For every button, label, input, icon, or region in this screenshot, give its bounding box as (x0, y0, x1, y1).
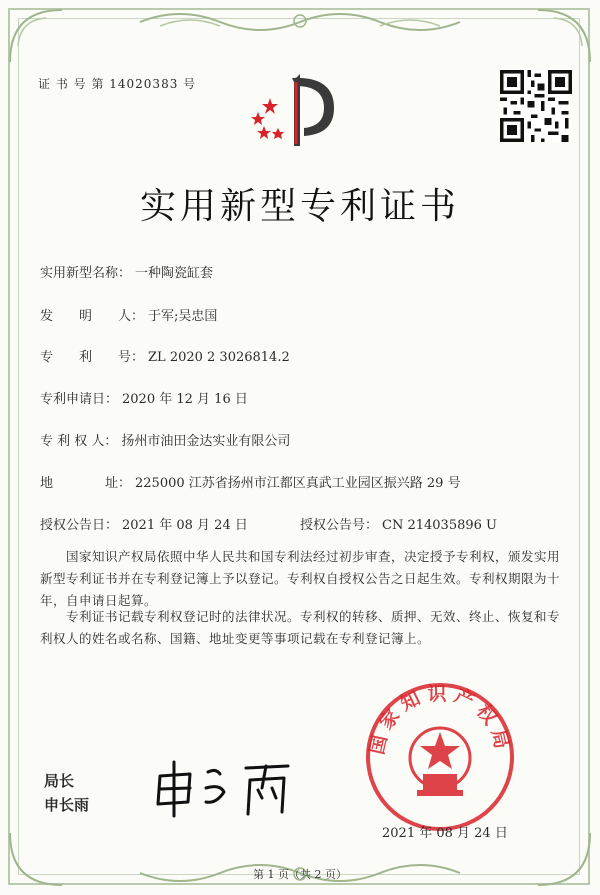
address-value: 225000 江苏省扬州市江都区真武工业园区振兴路 29 号 (135, 476, 461, 491)
patentee-row (40, 430, 290, 449)
patent-number-row (40, 346, 290, 365)
legal-status-paragraph: 专利证书记载专利权登记时的法律状况。专利权的转移、质押、无效、终止、恢复和专利权人的姓名或名称、国籍、地址变更等事项记载在专利登记簿上。 (40, 609, 561, 646)
utility-model-name-row (40, 262, 213, 281)
grant-announcement-date-value: 2021 年 08 月 24 日 (122, 518, 248, 533)
filing-date-row (40, 388, 248, 407)
corner-ornament-top-left (6, 6, 66, 66)
corner-ornament-top-right (534, 6, 594, 66)
inventor-row (40, 305, 217, 324)
address-row (40, 472, 461, 491)
patent-number-label: 专 利 号： (40, 350, 145, 365)
signatory-title: 局长 (44, 772, 75, 790)
certificate-number: 证 书 号 第 14020383 号 (38, 77, 197, 91)
patent-office-logo-icon (248, 68, 352, 152)
patentee-value: 扬州市油田金达实业有限公司 (121, 434, 291, 449)
patentee-label: 专 利 权 人： (40, 434, 118, 449)
top-ornament (120, 4, 480, 38)
seal-text: 国家知识产权局 (366, 682, 514, 757)
grant-announcement-number-value: CN 214035896 U (382, 518, 497, 533)
patent-number-value: ZL 2020 2 3026814.2 (148, 350, 290, 365)
address-label: 地 址： (40, 476, 132, 491)
utility-model-name-label: 实用新型名称： (40, 266, 132, 281)
official-seal (365, 682, 515, 832)
inventor-label: 发 明 人： (40, 309, 145, 324)
grant-statement-paragraph: 国家知识产权局依照中华人民共和国专利法经过初步审查，决定授予专利权，颁发实用新型专利证书并在专利登记簿上予以登记。专利权自授权公告之日起生效。专利权期限为十年，自申请日起算。 (40, 549, 561, 608)
grant-announcement-number-label: 授权公告号： (300, 518, 379, 533)
certificate-title: 实用新型专利证书 (139, 186, 460, 227)
grant-announcement-date-row (40, 514, 248, 533)
filing-date-value: 2020 年 12 月 16 日 (122, 392, 248, 407)
handwritten-signature (150, 758, 300, 818)
grant-announcement-number-row (300, 514, 497, 533)
inventor-value: 于军;吴忠国 (148, 309, 218, 324)
qr-code-icon (500, 70, 572, 142)
filing-date-label: 专利申请日： (40, 392, 119, 407)
utility-model-name-value: 一种陶瓷缸套 (135, 266, 214, 281)
page-number: 第 1 页（共 2 页） (253, 868, 347, 881)
signatory-name: 申长雨 (44, 796, 90, 814)
grant-date: 2021 年 08 月 24 日 (382, 826, 508, 841)
grant-announcement-date-label: 授权公告日： (40, 518, 119, 533)
